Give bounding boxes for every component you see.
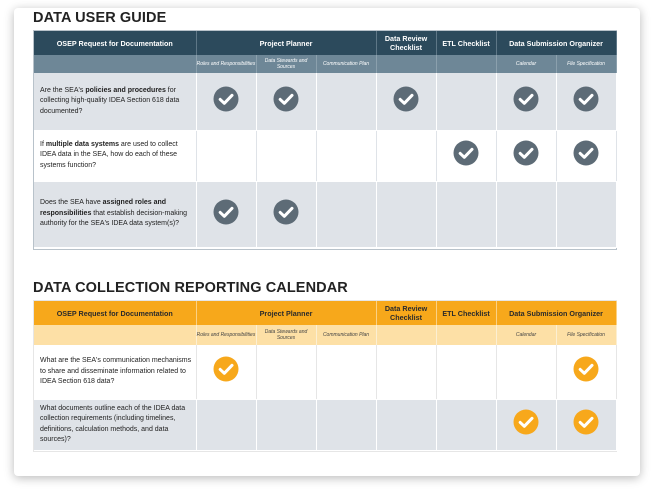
check-cell [376,130,436,181]
question-text: Are the SEA's policies and procedures for collecting high-quality IDEA Section 618 data documented? [34,73,196,130]
check-cell [436,73,496,130]
subheader-stewards: Data Stewards and Sources [256,325,316,345]
check-cell [436,130,496,181]
header-submission: Data Submission Organizer [496,31,616,55]
checkmark-icon [573,140,599,166]
subheader-empty [34,325,196,345]
check-cell [196,130,256,181]
checkmark-icon [513,140,539,166]
check-cell [316,130,376,181]
question-text: Does the SEA have assigned roles and responsibilities that establish decision-making authority for the SEA's IDEA data system(s)? [34,181,196,247]
check-cell [256,73,316,130]
section-title-data-collection-calendar: DATA COLLECTION REPORTING CALENDAR [33,280,348,296]
question-text: If multiple data systems are used to collect IDEA data in the SEA, how do each of these systems function? [34,130,196,181]
check-cell [316,181,376,247]
subheader-roles: Roles and Responsibilities [196,325,256,345]
subheader-calendar: Calendar [496,55,556,73]
subheader-stewards: Data Stewards and Sources [256,55,316,73]
check-cell [316,345,376,399]
check-cell [556,399,616,450]
checkmark-icon [453,140,479,166]
check-cell [496,130,556,181]
table-data-user-guide [34,31,617,248]
checkmark-icon [273,199,299,225]
check-cell [556,130,616,181]
header-request: OSEP Request for Documentation [34,31,196,55]
check-cell [376,73,436,130]
header-request: OSEP Request for Documentation [34,301,196,325]
subheader-communication: Communication Plan [316,325,376,345]
checkmark-icon [573,86,599,112]
header-etl: ETL Checklist [436,31,496,55]
checkmark-icon [273,86,299,112]
subheader-empty [376,55,436,73]
header-data-review: Data Review Checklist [376,31,436,55]
check-cell [196,345,256,399]
subheader-roles: Roles and Responsibilities [196,55,256,73]
subheader-file-spec: File Specification [556,325,616,345]
checkmark-icon [513,409,539,435]
check-cell [256,399,316,450]
check-cell [316,73,376,130]
check-cell [436,345,496,399]
subheader-calendar: Calendar [496,325,556,345]
check-cell [256,130,316,181]
table-row [34,73,616,130]
checkmark-icon [513,86,539,112]
check-cell [196,399,256,450]
check-cell [376,181,436,247]
section-title-data-user-guide: DATA USER GUIDE [33,10,167,26]
subheader-empty [376,325,436,345]
table-row [34,399,616,450]
header-submission: Data Submission Organizer [496,301,616,325]
check-cell [496,181,556,247]
table-reporting-calendar [34,301,617,451]
check-cell [376,399,436,450]
checkmark-icon [573,409,599,435]
check-cell [556,345,616,399]
checkmark-icon [573,356,599,382]
check-cell [316,399,376,450]
check-cell [556,73,616,130]
check-cell [436,181,496,247]
table-row [34,345,616,399]
checkmark-icon [213,199,239,225]
check-cell [256,345,316,399]
check-cell [496,345,556,399]
header-project-planner: Project Planner [196,301,376,325]
header-etl: ETL Checklist [436,301,496,325]
subheader-empty [34,55,196,73]
check-cell [196,181,256,247]
table-row [34,130,616,181]
subheader-file-spec: File Specification [556,55,616,73]
header-data-review: Data Review Checklist [376,301,436,325]
header-project-planner: Project Planner [196,31,376,55]
subheader-empty [436,55,496,73]
subheader-empty [436,325,496,345]
checkmark-icon [213,86,239,112]
checkmark-icon [213,356,239,382]
check-cell [556,181,616,247]
checkmark-icon [393,86,419,112]
check-cell [436,399,496,450]
check-cell [196,73,256,130]
check-cell [496,399,556,450]
check-cell [496,73,556,130]
check-cell [376,345,436,399]
subheader-communication: Communication Plan [316,55,376,73]
check-cell [256,181,316,247]
table-row [34,181,616,247]
question-text: What documents outline each of the IDEA data collection requirements (including timelines, definitions, calculation methods, and data sources)? [34,399,196,450]
question-text: What are the SEA's communication mechanisms to share and disseminate information related to IDEA Section 618 data? [34,345,196,399]
